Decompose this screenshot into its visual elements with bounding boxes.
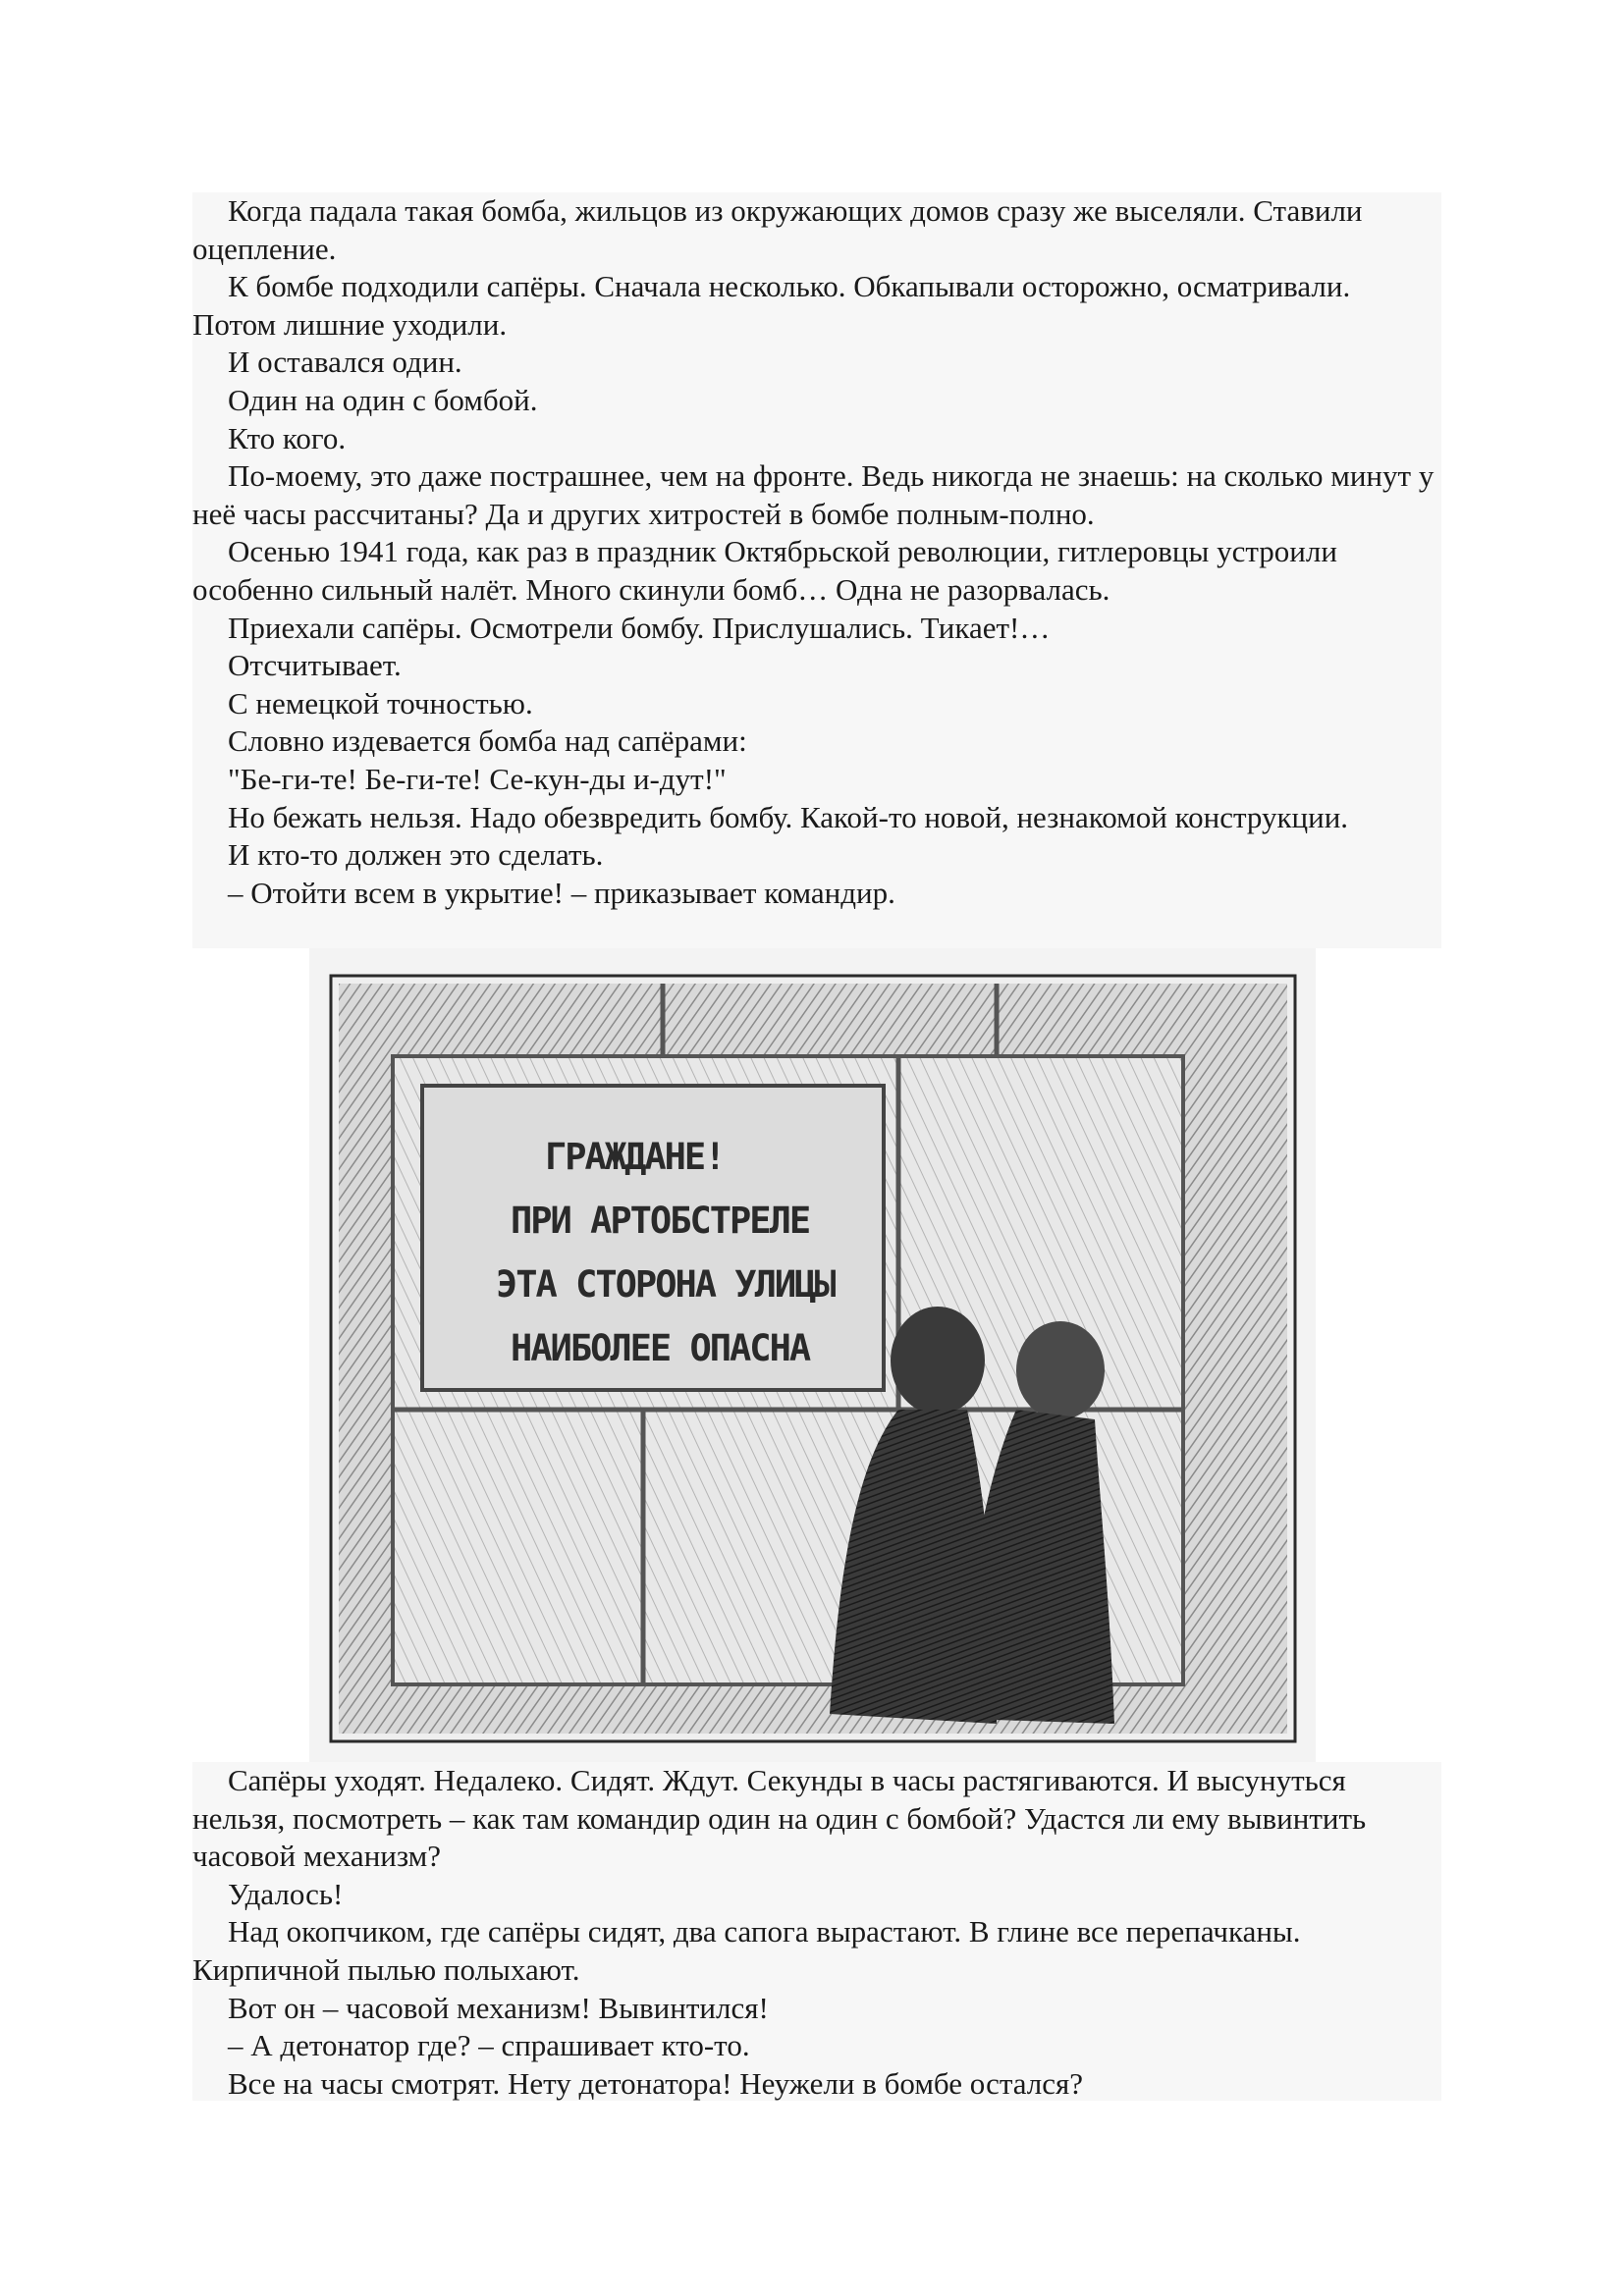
paragraph: – А детонатор где? – спрашивает кто-то. xyxy=(228,2028,750,2063)
paragraph: И кто-то должен это сделать. xyxy=(228,837,604,873)
poster-line: ГРАЖДАНЕ! xyxy=(545,1136,725,1178)
paragraph: Сапёры уходят. Недалеко. Сидят. Ждут. Секунды в часы растягиваются. И высунуться нельзя, посмотреть – как там командир один на один с бомбой? Удастся ли ему вывинтить часовой механизм? xyxy=(192,1763,1367,1874)
paragraph: Словно издевается бомба над сапёрами: xyxy=(228,723,747,759)
paragraph: Один на один с бомбой. xyxy=(228,382,538,417)
poster-line: ПРИ АРТОБСТРЕЛЕ xyxy=(511,1200,810,1242)
paragraph: По-моему, это даже пострашнее, чем на фронте. Ведь никогда не знаешь: на сколько минут у неё часы рассчитаны? Да и других хитростей в бомбе полным-полно. xyxy=(192,458,1435,531)
paragraph: Кто кого. xyxy=(228,420,347,455)
paragraph: Отсчитывает. xyxy=(228,648,402,683)
paragraph: Когда падала такая бомба, жильцов из окружающих домов сразу же выселяли. Ставили оцепление. xyxy=(192,193,1363,266)
paragraph: Но бежать нельзя. Надо обезвредить бомбу. Какой-то новой, незнакомой конструкции. xyxy=(228,799,1349,834)
poster-line: ЭТА СТОРОНА УЛИЦЫ xyxy=(496,1263,835,1306)
paragraph: Приехали сапёры. Осмотрели бомбу. Прислушались. Тикает!… xyxy=(228,610,1051,645)
paragraph: Все на часы смотрят. Нету детонатора! Неужели в бомбе остался? xyxy=(228,2065,1084,2101)
text-block-top xyxy=(192,192,1441,948)
paragraph: Осенью 1941 года, как раз в праздник Октябрьской революции, гитлеровцы устроили особенно сильный налёт. Много скинули бомб… Одна не разорвалась. xyxy=(192,534,1337,607)
poster-line: НАИБОЛЕЕ ОПАСНА xyxy=(511,1327,810,1369)
paragraph: И оставался один. xyxy=(228,345,462,380)
illustration-soldiers-poster xyxy=(309,948,1316,1762)
paragraph: С немецкой точностью. xyxy=(228,685,533,721)
paragraph: – Отойти всем в укрытие! – приказывает командир. xyxy=(228,875,895,910)
text-block-bottom xyxy=(192,1762,1441,2101)
paragraph: "Бе-ги-те! Бе-ги-те! Се-кун-ды и-дут!" xyxy=(228,761,727,796)
paragraph: Удалось! xyxy=(228,1876,344,1911)
paragraph: К бомбе подходили сапёры. Сначала несколько. Обкапывали осторожно, осматривали. Потом лишние уходили. xyxy=(192,269,1351,342)
paragraph: Вот он – часовой механизм! Вывинтился! xyxy=(228,1990,769,2025)
paragraph: Над окопчиком, где сапёры сидят, два сапога вырастают. В глине все перепачканы. Кирпичной пылью полыхают. xyxy=(192,1914,1301,1987)
